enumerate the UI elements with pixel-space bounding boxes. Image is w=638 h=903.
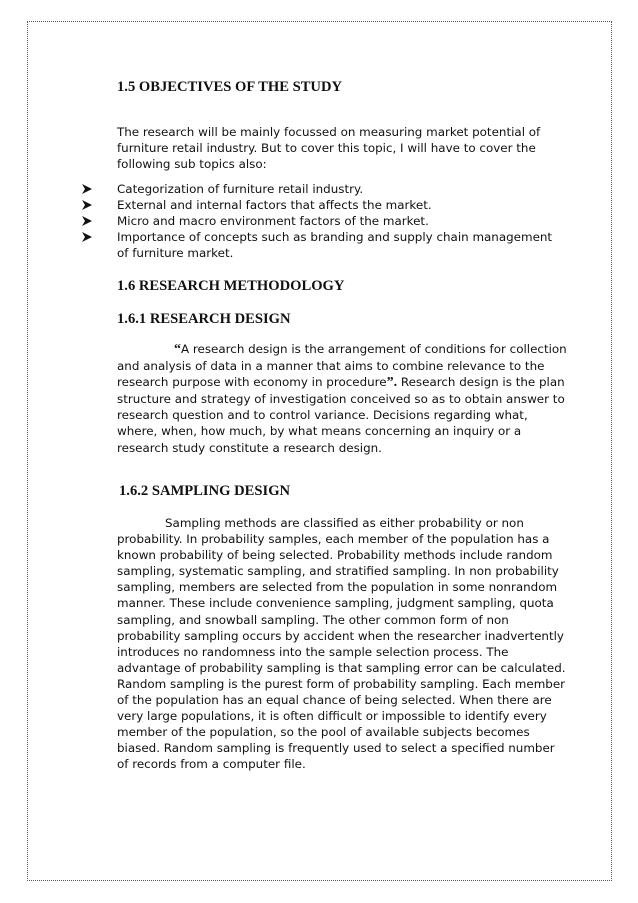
list-item-text: External and internal factors that affects the market. xyxy=(117,198,432,213)
arrowhead-bullet-icon xyxy=(82,200,92,210)
list-item xyxy=(117,181,567,197)
sampling-design-heading: 1.6.2 SAMPLING DESIGN xyxy=(119,483,291,499)
objectives-intro: The research will be mainly focussed on measuring market potential of furniture retail industry. But to cover this topic, I will have to cover the following sub topics also: xyxy=(117,125,541,172)
research-design-heading: 1.6.1 RESEARCH DESIGN xyxy=(117,311,291,327)
arrowhead-bullet-icon xyxy=(82,216,92,226)
research-design-body: Research design is the plan structure and strategy of investigation conceived so as to obtain answer to research question and to control variance. Decisions regarding what, where, when, how much, by what means concerning an inquiry or a research study constitute a research design. xyxy=(117,375,565,455)
research-design-paragraph xyxy=(117,341,567,456)
open-quote: “ xyxy=(174,342,181,357)
research-design-quote: A research design is the arrangement of conditions for collection and analysis of data in a manner that aims to combine relevance to the research purpose with economy in procedure xyxy=(117,342,567,390)
arrowhead-bullet-icon xyxy=(82,232,92,242)
list-item-text: Importance of concepts such as branding and supply chain management of furniture market. xyxy=(117,230,553,261)
sampling-design-body: Sampling methods are classified as either probability or non probability. In probability samples, each member of the population has a known probability of being selected. Probability methods include random sampling, systematic sampling, and stratified sampling. In non probability sampling, members are selected from the population in some nonrandom manner. These include convenience sampling, judgment sampling, quota sampling, and snowball sampling. The other common form of non probability sampling occurs by accident when the researcher inadvertently introduces no randomness into the sample selection process. The advantage of probability sampling is that sampling error can be calculated. Random sampling is the purest form of probability sampling. Each member of the population has an equal chance of being selected. When there are very large populations, it is often difficult or impossible to identify every member of the population, so the pool of available subjects becomes biased. Random sampling is frequently used to select a specified number of records from a computer file. xyxy=(117,516,566,772)
sampling-design-paragraph xyxy=(117,515,567,773)
objectives-list xyxy=(117,181,567,261)
list-item-text: Categorization of furniture retail industry. xyxy=(117,182,364,196)
list-item xyxy=(117,197,567,213)
arrowhead-bullet-icon xyxy=(82,184,92,194)
methodology-heading: 1.6 RESEARCH METHODOLOGY xyxy=(117,278,345,294)
list-item xyxy=(117,213,567,229)
list-item-text: Micro and macro environment factors of the market. xyxy=(117,214,429,229)
objectives-heading: 1.5 OBJECTIVES OF THE STUDY xyxy=(117,79,343,95)
list-item xyxy=(117,229,567,261)
close-quote: ”. xyxy=(386,375,398,391)
